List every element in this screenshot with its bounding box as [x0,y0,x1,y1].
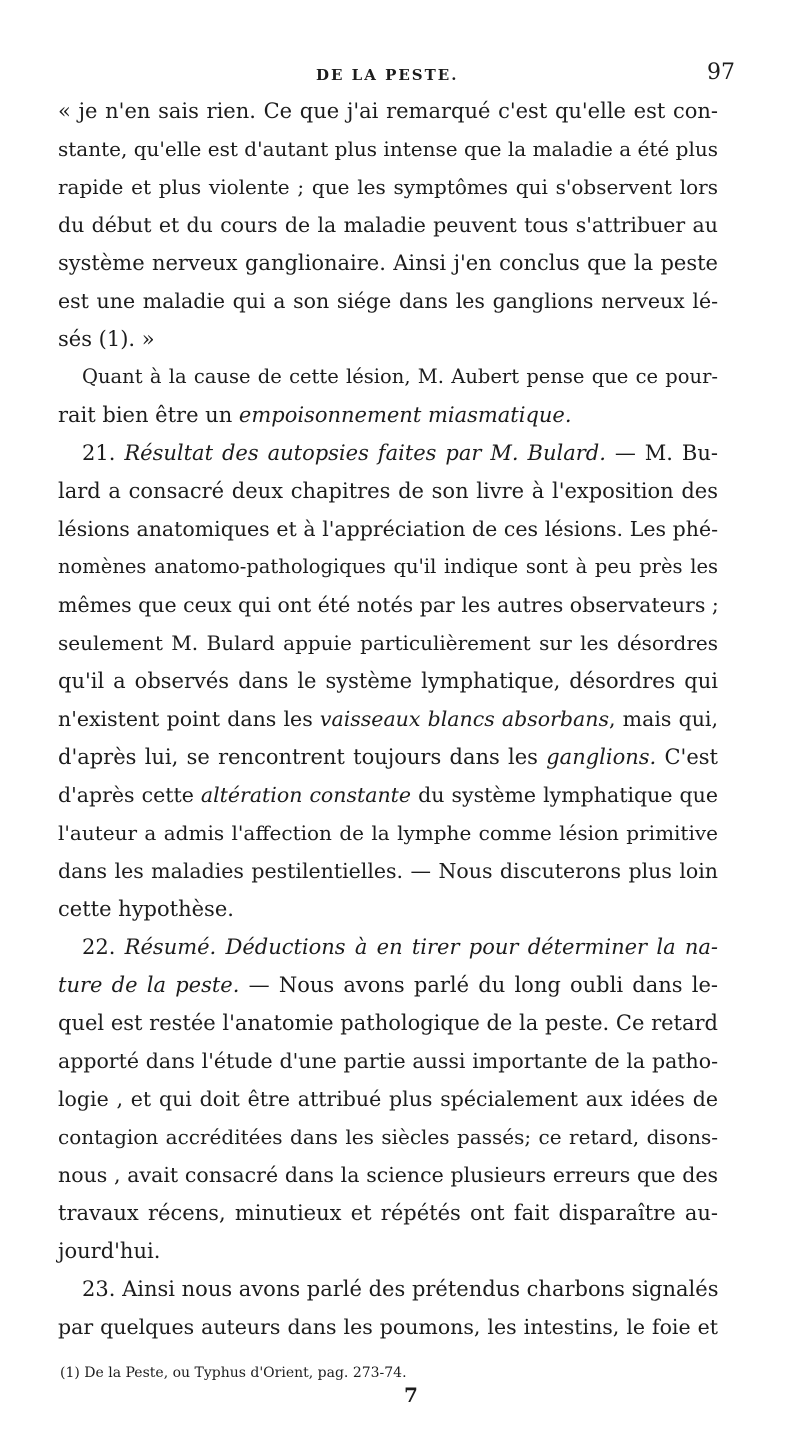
text-segment: par quelques auteurs dans les poumons, les intestins, le foie et [58,1315,718,1339]
text-line [58,1004,718,1042]
text-segment: qu'il a observés dans le système lymphatique, désordres qui [58,669,718,693]
text-segment: rait bien être un [58,403,239,427]
signature-mark: 7 [404,1383,418,1407]
text-line [58,206,718,244]
text-segment: seulement M. Bulard appuie particulièrement sur les désordres [58,631,718,655]
text-line [58,396,718,434]
text-segment: rapide et plus violente ; que les symptômes qui s'observent lors [58,175,718,199]
italic-text: ganglions. [546,745,657,769]
body-text [58,92,718,1346]
italic-text: ture de la peste. [58,973,240,997]
text-line [58,662,718,700]
text-line [58,700,718,738]
text-line [58,586,718,624]
text-segment: lésions anatomiques et à l'appréciation de ces lésions. Les phé- [58,517,718,541]
text-line [58,434,718,472]
running-title: DE LA PESTE. [316,66,459,84]
text-segment: mêmes que ceux qui ont été notés par les autres observateurs ; [58,593,719,617]
text-line [58,282,718,320]
text-segment: « je n'en sais rien. Ce que j'ai remarqué c'est qu'elle est con- [58,99,718,123]
text-segment: système nerveux ganglionaire. Ainsi j'en conclus que la peste [58,251,718,275]
text-segment: — M. Bu- [605,441,718,465]
text-line [58,244,718,282]
text-line [58,1232,718,1270]
italic-text: vaisseaux blancs absorbans [319,707,609,731]
text-segment: lard a consacré deux chapitres de son livre à l'exposition des [58,479,718,503]
text-segment: — Nous avons parlé du long oubli dans le- [239,973,718,997]
text-segment: cette hypothèse. [58,897,234,921]
text-segment: du système lymphatique que [411,783,718,807]
text-segment: dans les maladies pestilentielles. — Nous discuterons plus loin [58,859,718,883]
running-head [0,60,800,90]
text-line [58,548,718,586]
text-line [58,966,718,1004]
page-number: 97 [707,60,735,85]
text-segment: logie , et qui doit être attribué plus spécialement aux idées de [58,1087,718,1111]
text-line [58,168,718,206]
italic-text: Résultat des autopsies faites par M. Bulard. [124,441,606,465]
footnote: (1) De la Peste, ou Typhus d'Orient, pag. 273-74. [60,1365,407,1381]
text-segment: d'après cette [58,783,201,807]
text-segment: stante, qu'elle est d'autant plus intense que la maladie a été plus [58,137,718,161]
text-line [58,1042,718,1080]
text-segment: est une maladie qui a son siége dans les ganglions nerveux lé- [58,289,718,313]
text-line [58,776,718,814]
text-segment: 22. [82,935,125,959]
text-line [58,358,718,396]
italic-text: Résumé. Déductions à en tirer pour déterminer la na- [124,935,719,959]
text-line [58,472,718,510]
italic-text: altération constante [200,783,412,807]
text-segment: travaux récens, minutieux et répétés ont fait disparaître au- [58,1201,718,1225]
text-line [58,1308,718,1346]
text-line [58,92,718,130]
text-segment: l'auteur a admis l'affection de la lymphe comme lésion primitive [58,821,718,845]
text-segment: apporté dans l'étude d'une partie aussi importante de la patho- [58,1049,718,1073]
text-line [58,1156,718,1194]
text-line [58,1118,718,1156]
italic-text: empoisonnement miasmatique. [238,403,572,427]
text-line [58,852,718,890]
text-line [58,624,718,662]
text-segment: jourd'hui. [58,1239,161,1263]
text-line [58,890,718,928]
text-segment: d'après lui, se rencontrent toujours dans les [58,745,547,769]
text-line [58,1080,718,1118]
text-line [58,510,718,548]
text-line [58,738,718,776]
text-segment: quel est restée l'anatomie pathologique de la peste. Ce retard [58,1011,718,1035]
text-line [58,928,718,966]
text-segment: Quant à la cause de cette lésion, M. Aubert pense que ce pour- [82,365,718,388]
text-segment: sés (1). » [58,327,155,351]
text-segment: nomènes anatomo-pathologiques qu'il indique sont à peu près les [58,555,718,578]
text-segment: 23. Ainsi nous avons parlé des prétendus charbons signalés [82,1277,719,1301]
text-segment: du début et du cours de la maladie peuvent tous s'attribuer au [58,213,718,237]
text-segment: 21. [82,441,125,465]
text-line [58,1270,718,1308]
text-segment: contagion accréditées dans les siècles passés; ce retard, disons- [58,1125,718,1149]
text-line [58,130,718,168]
text-segment: C'est [656,745,718,769]
text-line [58,320,718,358]
text-segment: n'existent point dans les [58,707,320,731]
text-segment: , mais qui, [608,707,719,731]
text-line [58,1194,718,1232]
text-segment: nous , avait consacré dans la science plusieurs erreurs que des [58,1163,718,1187]
text-line [58,814,718,852]
